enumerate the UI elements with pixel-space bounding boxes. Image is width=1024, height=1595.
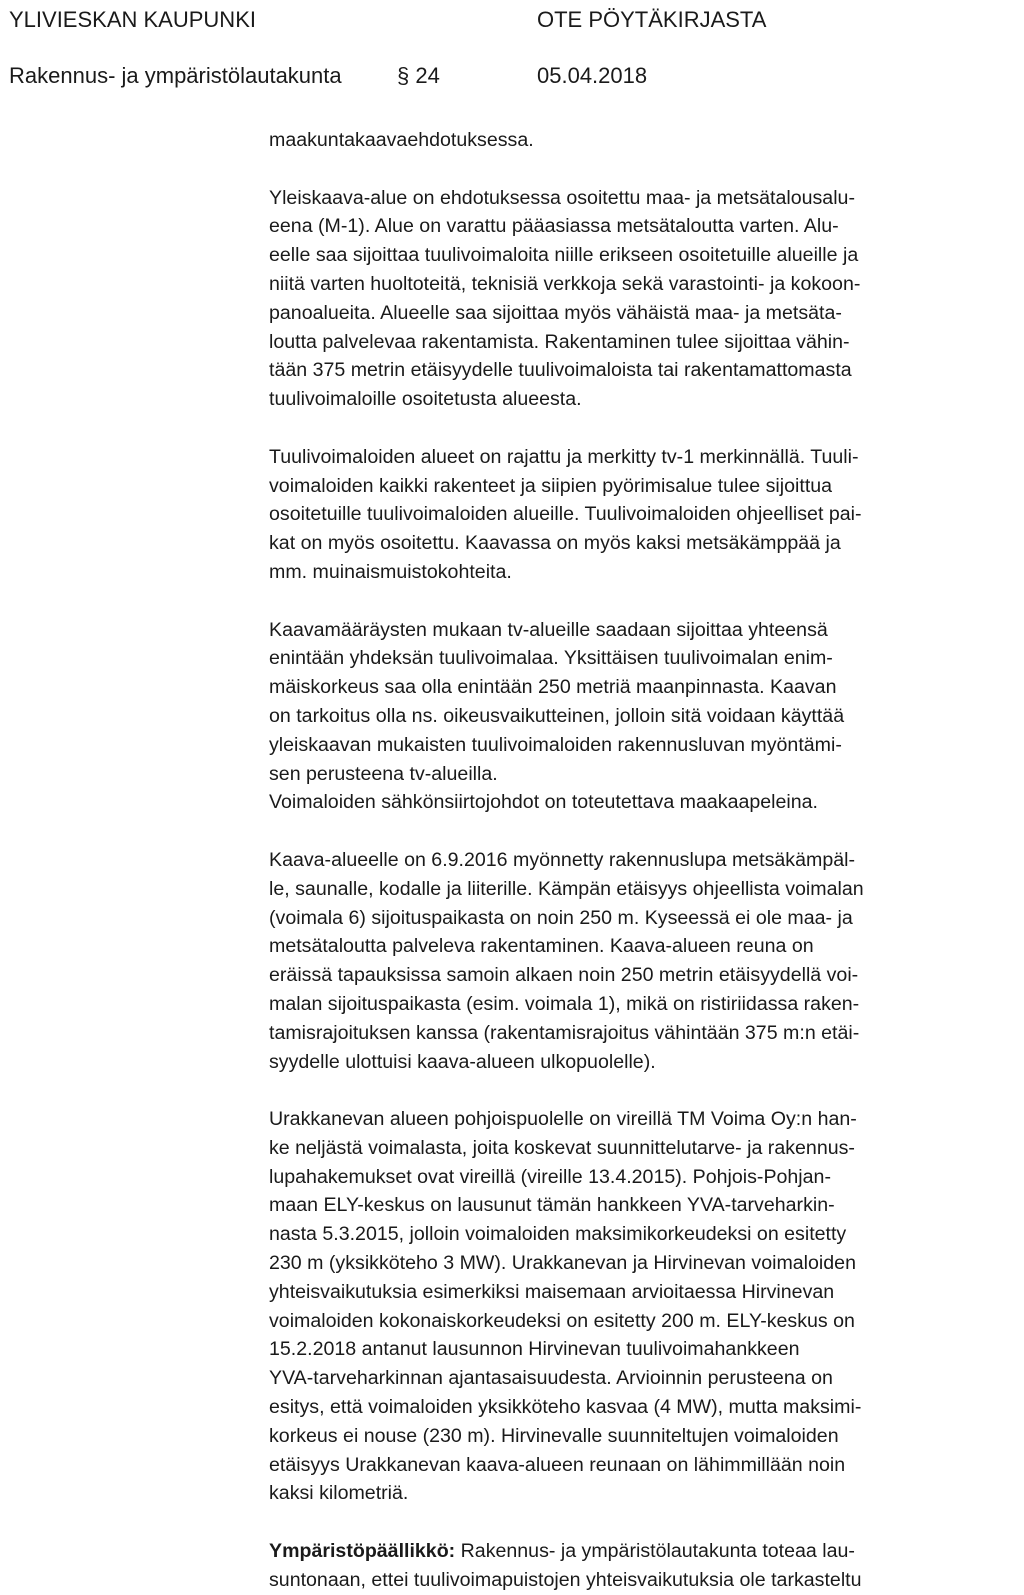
text-line: tuulivoimaloille osoitetusta alueesta.: [269, 388, 582, 411]
paragraph-5: [269, 846, 1014, 1076]
text-line: yleiskaavan mukaisten tuulivoimaloiden rakennusluvan myöntämi-: [269, 733, 842, 756]
text-line: voimaloiden kaikki rakenteet ja siipien pyörimisalue tulee sijoittua: [269, 474, 833, 497]
paragraph-6: [269, 1105, 1014, 1508]
paragraph-1: [269, 126, 1014, 155]
text-line: metsätaloutta palveleva rakentaminen. Kaava-alueen reuna on: [269, 935, 814, 958]
text-line: eelle saa sijoittaa tuulivoimaloita niille erikseen osoitetuille alueille ja: [269, 244, 859, 267]
text-line: [269, 1537, 1014, 1566]
text-line: YVA-tarveharkinnan ajantasaisuudesta. Arvioinnin perusteena on: [269, 1367, 833, 1390]
paragraph-2: [269, 184, 1014, 414]
speaker-label: Ympäristöpäällikkö:: [269, 1540, 456, 1563]
text-line: Voimaloiden sähkönsiirtojohdot on toteutettava maakaapeleina.: [269, 791, 818, 814]
text-line: niitä varten huoltoteitä, teknisiä verkkoja sekä varastointi- ja kokoon-: [269, 272, 861, 295]
text-line: kaksi kilometriä.: [269, 1482, 409, 1505]
board-name: Rakennus- ja ympäristölautakunta: [9, 63, 342, 88]
text-line: maan ELY-keskus on lausunut tämän hankkeen YVA-tarveharkin-: [269, 1194, 835, 1217]
text-fragment: Rakennus- ja ympäristölautakunta toteaa lau-: [455, 1540, 855, 1563]
text-line: eena (M-1). Alue on varattu pääasiassa metsätaloutta varten. Alu-: [269, 215, 839, 238]
document-type: OTE PÖYTÄKIRJASTA: [537, 7, 767, 32]
text-line: maakuntakaavaehdotuksessa.: [269, 129, 534, 151]
text-line: kat on myös osoitettu. Kaavassa on myös kaksi metsäkämppää ja: [269, 532, 841, 555]
text-line: (voimala 6) sijoituspaikasta on noin 250 m. Kyseessä ei ole maa- ja: [269, 906, 853, 929]
document-body: [269, 126, 1014, 1595]
text-line: esitys, että voimaloiden yksikköteho kasvaa (4 MW), mutta maksimi-: [269, 1396, 862, 1419]
text-line: Kaava-alueelle on 6.9.2016 myönnetty rakennuslupa metsäkämpäl-: [269, 848, 855, 871]
text-line: 15.2.2018 antanut lausunnon Hirvinevan tuulivoimahankkeen: [269, 1338, 800, 1361]
text-line: nasta 5.3.2015, jolloin voimaloiden maksimikorkeudeksi on esitetty: [269, 1223, 847, 1246]
meeting-date: 05.04.2018: [537, 63, 648, 88]
text-line: osoitetuille tuulivoimaloiden alueille. Tuulivoimaloiden ohjeelliset pai-: [269, 503, 862, 526]
text-line: 230 m (yksikköteho 3 MW). Urakkanevan ja Hirvinevan voimaloiden: [269, 1252, 856, 1275]
text-line: tään 375 metrin etäisyydelle tuulivoimaloista tai rakentamattomasta: [269, 359, 852, 382]
text-line: Kaavamääräysten mukaan tv-alueille saadaan sijoittaa yhteensä: [269, 618, 828, 641]
text-line: Yleiskaava-alue on ehdotuksessa osoitettu maa- ja metsätalousalu-: [269, 186, 855, 209]
paragraph-4: [269, 616, 1014, 818]
text-line: on tarkoitus olla ns. oikeusvaikutteinen, jolloin sitä voidaan käyttää: [269, 704, 845, 727]
text-line: eräissä tapauksissa samoin alkaen noin 250 metrin etäisyydellä voi-: [269, 964, 859, 987]
text-line: voimaloiden kokonaiskorkeudeksi on esitetty 200 m. ELY-keskus on: [269, 1309, 855, 1332]
text-line: Tuulivoimaloiden alueet on rajattu ja merkitty tv-1 merkinnällä. Tuuli-: [269, 445, 859, 468]
text-line: mäiskorkeus saa olla enintään 250 metriä maanpinnasta. Kaavan: [269, 676, 837, 699]
text-line: loutta palvelevaa rakentamista. Rakentaminen tulee sijoittaa vähin-: [269, 330, 850, 353]
organization-name: YLIVIESKAN KAUPUNKI: [9, 7, 256, 32]
text-line: ke neljästä voimalasta, joita koskevat suunnittelutarve- ja rakennus-: [269, 1136, 855, 1159]
text-line: sen perusteena tv-alueilla.: [269, 762, 498, 785]
text-line: etäisyys Urakkanevan kaava-alueen reunaan on lähimmillään noin: [269, 1453, 846, 1476]
text-line: panoalueita. Alueelle saa sijoittaa myös vähäistä maa- ja metsäta-: [269, 301, 842, 324]
text-line: yhteisvaikutuksia esimerkiksi maisemaan arvioitaessa Hirvinevan: [269, 1280, 835, 1303]
text-line: tamisrajoituksen kanssa (rakentamisrajoitus vähintään 375 m:n etäi-: [269, 1021, 860, 1044]
text-line: suntonaan, ettei tuulivoimapuistojen yhteisvaikutuksia ole tarkasteltu: [269, 1568, 862, 1591]
text-line: Urakkanevan alueen pohjoispuolelle on vireillä TM Voima Oy:n han-: [269, 1108, 857, 1131]
section-number: § 24: [397, 63, 440, 88]
text-line: lupahakemukset ovat vireillä (vireille 13.4.2015). Pohjois-Pohjan-: [269, 1165, 831, 1188]
text-line: mm. muinaismuistokohteita.: [269, 560, 512, 583]
text-line: korkeus ei nouse (230 m). Hirvinevalle suunniteltujen voimaloiden: [269, 1424, 839, 1447]
paragraph-3: [269, 443, 1014, 587]
text-line: syydelle ulottuisi kaava-alueen ulkopuolelle).: [269, 1050, 656, 1073]
text-line: malan sijoituspaikasta (esim. voimala 1), mikä on ristiriidassa raken-: [269, 992, 860, 1015]
text-line: le, saunalle, kodalle ja liiterille. Kämpän etäisyys ohjeellista voimalan: [269, 877, 864, 900]
text-line: enintään yhdeksän tuulivoimalaa. Yksittäisen tuulivoimalan enim-: [269, 647, 833, 670]
paragraph-7: [269, 1537, 1014, 1595]
